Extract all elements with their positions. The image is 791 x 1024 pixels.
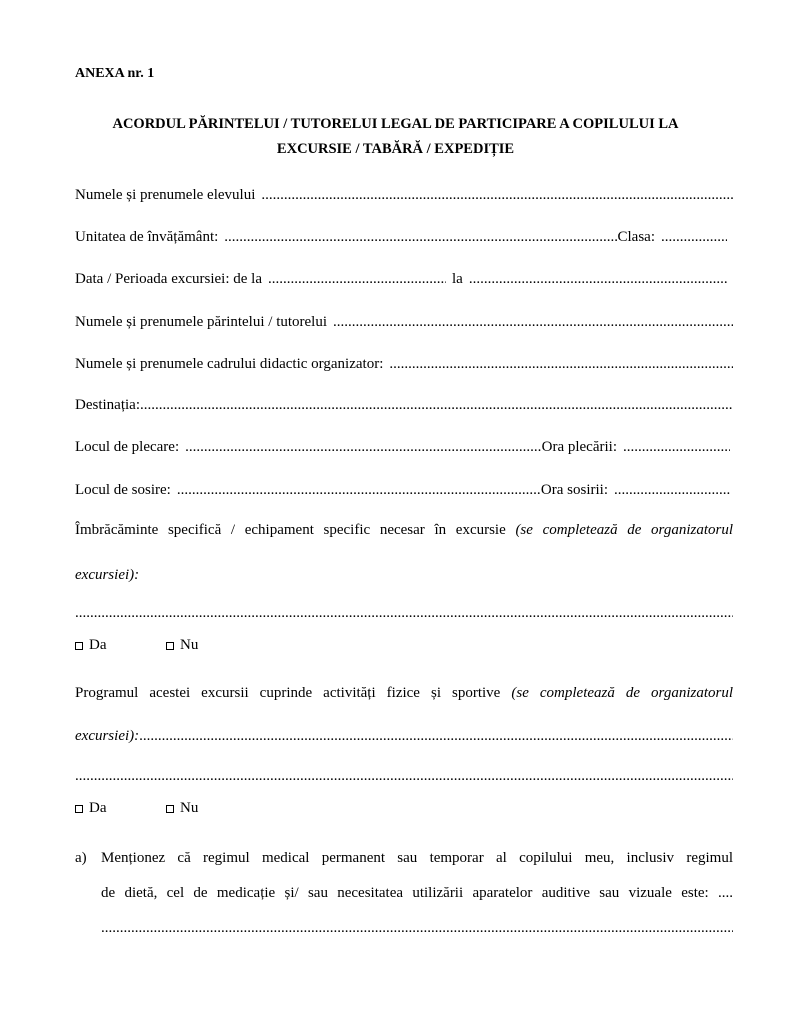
program-question [75,685,733,702]
form-title-line-2: EXCURSIE / TABĂRĂ / EXPEDIȚIE [276,141,515,157]
parent-name-input-line[interactable] [333,314,733,331]
checkbox-icon[interactable] [75,642,83,650]
field-period[interactable] [75,271,728,288]
field-student-name[interactable] [75,187,733,204]
program-yes-option[interactable] [75,800,107,817]
equipment-note-cont: excursiei): [75,567,140,583]
program-no-label: Nu [180,800,199,816]
annex-number: ANEXA nr. 1 [75,66,155,81]
school-label: Unitatea de învățământ: [75,229,219,245]
program-yes-label: Da [89,800,107,816]
equipment-no-option[interactable] [166,637,198,654]
teacher-name-label: Numele și prenumele cadrului didactic organizator: [75,356,384,372]
equipment-yes-option[interactable] [75,637,107,654]
program-text: Programul acestei excursii cuprinde activități fizice și sportive [75,685,501,701]
field-destination[interactable] [75,397,733,414]
medical-marker: a) [75,850,87,866]
equipment-yes-label: Da [89,637,107,653]
medical-line-2: de dietă, cel de medicație și/ sau necesitatea utilizării aparatelor auditive sau vizuale este: .... [101,885,733,901]
checkbox-icon[interactable] [166,805,174,813]
departure-time-label: Ora plecării: [541,439,617,455]
period-to-input-line[interactable] [469,271,728,288]
checkbox-icon[interactable] [75,805,83,813]
program-input-line-2[interactable] [75,768,733,785]
checkbox-icon[interactable] [166,642,174,650]
field-parent-name[interactable] [75,314,733,331]
student-name-label: Numele și prenumele elevului [75,187,256,203]
arrival-place-label: Locul de sosire: [75,482,171,498]
period-to-label: la [452,271,463,287]
equipment-question [75,522,733,539]
class-input-line[interactable] [661,229,727,246]
parent-name-label: Numele și prenumele părintelui / tutorelui [75,314,328,330]
program-note-cont: excursiei): [75,728,140,744]
field-teacher-name[interactable] [75,356,733,373]
program-no-option[interactable] [166,800,198,817]
equipment-input-line[interactable] [75,605,733,622]
program-input-2[interactable] [75,768,733,785]
medical-line-1: Menționez că regimul medical permanent sau temporar al copilului meu, inclusiv regimul [101,850,733,866]
program-note: (se completează de organizatorul [511,685,734,701]
program-input-1[interactable] [75,728,733,745]
class-label: Clasa: [617,229,655,245]
equipment-text: Îmbrăcăminte specifică / echipament specific necesar în excursie [75,522,506,538]
arrival-time-label: Ora sosirii: [540,482,608,498]
period-from-label: Data / Perioada excursiei: de la [75,271,263,287]
field-departure[interactable] [75,439,730,456]
equipment-note: (se completează de organizatorul [515,522,734,538]
school-input-line[interactable] [224,229,617,246]
program-input-line-1[interactable] [139,728,733,745]
arrival-place-input-line[interactable] [177,482,541,499]
departure-place-label: Locul de plecare: [75,439,180,455]
form-title-line-1: ACORDUL PĂRINTELUI / TUTORELUI LEGAL DE PARTICIPARE A COPILULUI LA [112,116,679,132]
teacher-name-input-line[interactable] [389,356,733,373]
student-name-input-line[interactable] [261,187,733,204]
equipment-input[interactable] [75,605,733,622]
medical-input-line[interactable] [101,920,733,937]
destination-label: Destinația: [75,397,140,413]
departure-place-input-line[interactable] [185,439,542,456]
field-school[interactable] [75,229,727,246]
destination-input-line[interactable] [140,397,733,414]
field-arrival[interactable] [75,482,730,499]
period-from-input-line[interactable] [268,271,446,288]
departure-time-input-line[interactable] [623,439,730,456]
medical-input[interactable] [101,920,733,937]
equipment-no-label: Nu [180,637,199,653]
arrival-time-input-line[interactable] [614,482,730,499]
